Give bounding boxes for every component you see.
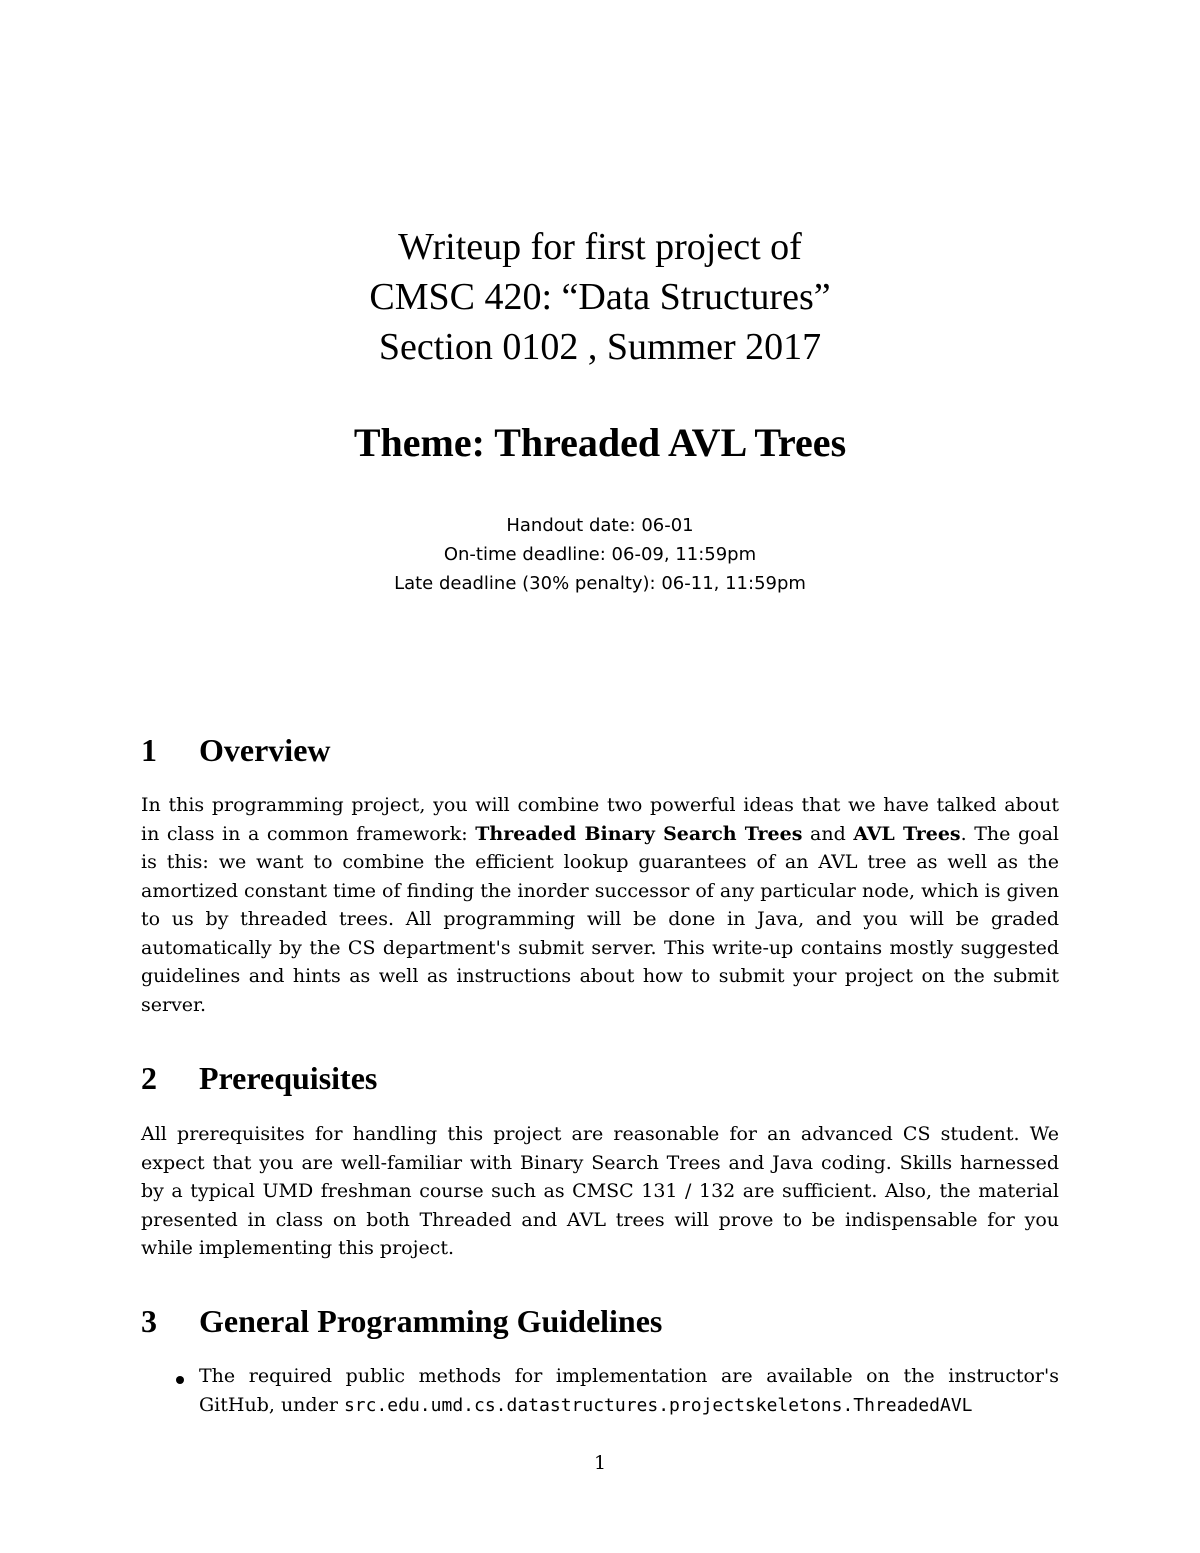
- section-heading-general-guidelines: [141, 1301, 662, 1341]
- section-heading-overview: [141, 730, 331, 770]
- section-title: Prerequisites: [199, 1060, 378, 1096]
- section-title: General Programming Guidelines: [199, 1303, 663, 1339]
- document-title: [0, 222, 1200, 372]
- bold-term-threaded-bst: Threaded Binary Search Trees: [475, 822, 803, 845]
- late-deadline: Late deadline (30% penalty): 06-11, 11:59pm: [394, 573, 806, 594]
- section-number: 3: [141, 1303, 157, 1339]
- section-heading-prerequisites: [141, 1058, 377, 1098]
- title-line-1: Writeup for first project of: [398, 226, 802, 268]
- page-number: 1: [593, 1452, 607, 1474]
- section-number: 2: [141, 1060, 157, 1096]
- paragraph-text: and: [802, 822, 854, 845]
- dates-block: [0, 511, 1200, 598]
- bullet-text: [199, 1362, 1059, 1420]
- section-number: 1: [141, 732, 157, 768]
- theme-heading: Theme: Threaded AVL Trees: [353, 420, 847, 465]
- ontime-deadline: On-time deadline: 06-09, 11:59pm: [443, 544, 757, 565]
- bullet-text-content: The required public methods for implementation are available on the instructor's GitHub, under: [199, 1365, 1059, 1416]
- title-line-3: Section 0102 , Summer 2017: [378, 326, 822, 368]
- handout-date: Handout date: 06-01: [506, 515, 694, 536]
- bold-term-avl-trees: AVL Trees: [853, 822, 961, 845]
- prerequisites-paragraph: All prerequisites for handling this project are reasonable for an advanced CS student. We expect that you are well-familiar with Binary Search Trees and Java coding. Skills harnessed by a typical UMD freshman course such as CMSC 131 / 132 are sufficient. Also, the material presented in class on both Threaded and AVL trees will prove to be indispensable for you while implementing this project.: [141, 1123, 1059, 1259]
- overview-paragraph: [141, 791, 1059, 1019]
- paragraph-text: In this programming project, you will combine two powerful ideas that we have talked about in class in a common framework:: [141, 794, 1059, 845]
- bullet-icon: [176, 1376, 184, 1384]
- title-line-2: CMSC 420: “Data Structures”: [369, 276, 831, 318]
- section-title: Overview: [199, 732, 331, 768]
- code-path: src.edu.umd.cs.datastructures.projectskeletons.ThreadedAVL: [343, 1394, 973, 1416]
- paragraph-text: . The goal is this: we want to combine the efficient lookup guarantees of an AVL tree as well as the amortized constant time of finding the inorder successor of any particular node, which is given to us by threaded trees. All programming will be done in Java, and you will be graded automatically by the CS department's submit server. This write-up contains mostly suggested guidelines and hints as well as instructions about how to submit your project on the submit server.: [141, 822, 1059, 1016]
